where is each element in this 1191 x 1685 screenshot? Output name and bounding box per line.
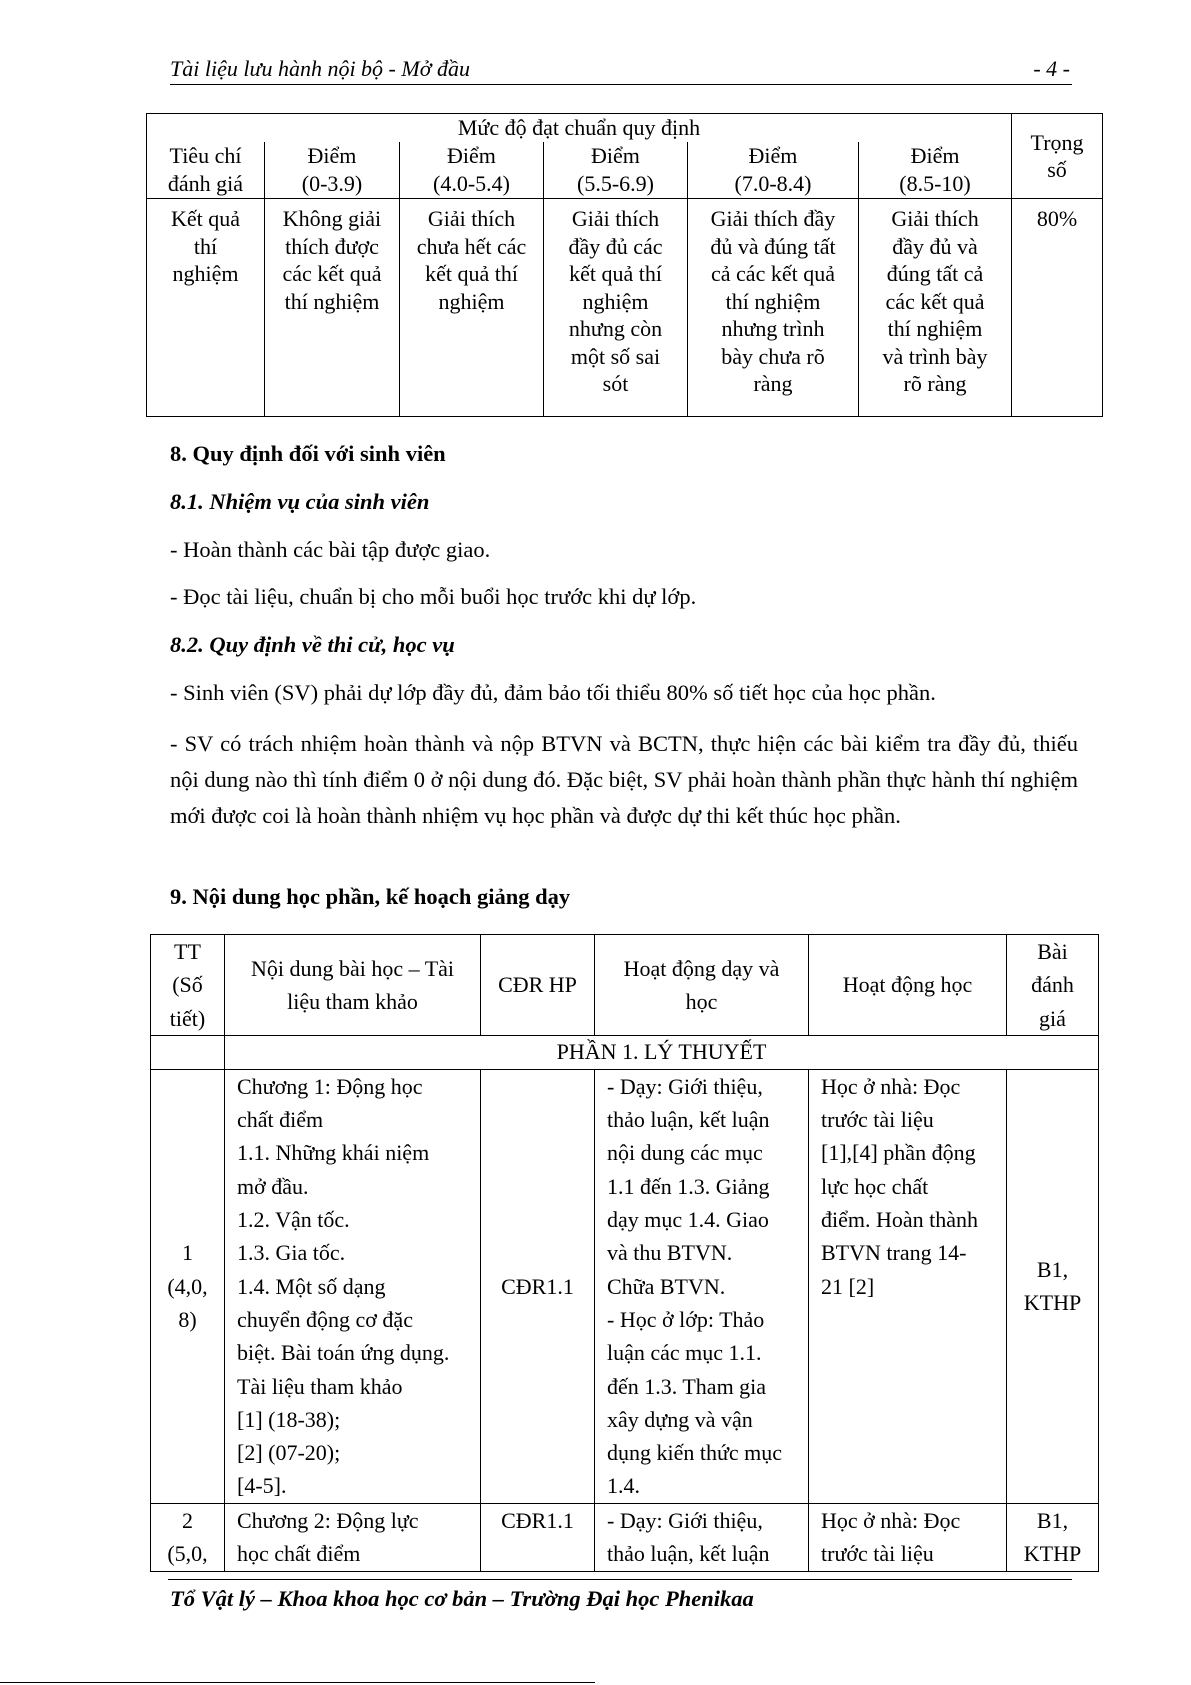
level-desc: Giải thích đầy đủ và đúng tất cả các kết quả thí nghiệm và trình bày rõ ràng xyxy=(859,199,1012,417)
col-header-assessment: Bài đánh giá xyxy=(1007,935,1099,1036)
row-tt: 2 (5,0, xyxy=(151,1503,225,1571)
part-1-heading: PHẦN 1. LÝ THUYẾT xyxy=(225,1035,1099,1069)
part-row-spacer xyxy=(151,1035,225,1069)
row-cdr: CĐR1.1 xyxy=(481,1069,595,1503)
level-header: Điểm (5.5-6.9) xyxy=(544,142,688,199)
bottom-rule xyxy=(0,1682,595,1683)
rubric-group-header: Mức độ đạt chuẩn quy định xyxy=(147,114,1012,142)
level-header: Điểm (7.0-8.4) xyxy=(688,142,859,199)
row-teaching: - Dạy: Giới thiệu, thảo luận, kết luận xyxy=(595,1503,809,1571)
section-8-1-heading: 8.1. Nhiệm vụ của sinh viên xyxy=(170,489,430,514)
col-header-teaching: Hoạt động dạy và học xyxy=(595,935,809,1036)
duty-item: - Hoàn thành các bài tập được giao. xyxy=(170,537,491,562)
row-learning: Học ở nhà: Đọc trước tài liệu [1],[4] phần động lực học chất điểm. Hoàn thành BTVN trang 14- 21 [2] xyxy=(809,1069,1007,1503)
col-header-tt: TT (Số tiết) xyxy=(151,935,225,1036)
row-content: Chương 1: Động học chất điểm 1.1. Những khái niệm mở đầu. 1.2. Vận tốc. 1.3. Gia tốc. 1.4. Một số dạng chuyển động cơ đặc biệt. Bài toán ứng dụng. Tài liệu tham khảo [1] (18-38); [2] (07-20); [4-5]. xyxy=(225,1069,481,1503)
level-header: Điểm (8.5-10) xyxy=(859,142,1012,199)
criterion-cell: Kết quả thí nghiệm xyxy=(147,199,265,417)
page-footer: Tổ Vật lý – Khoa khoa học cơ bản – Trường Đại học Phenikaa xyxy=(170,1586,754,1611)
row-content: Chương 2: Động lực học chất điểm xyxy=(225,1503,481,1571)
rule-item: - Sinh viên (SV) phải dự lớp đầy đủ, đảm bảo tối thiểu 80% số tiết học của học phần. xyxy=(170,680,936,705)
criterion-header: Tiêu chí đánh giá xyxy=(147,142,265,199)
level-header: Điểm (0-3.9) xyxy=(265,142,400,199)
rule-item: - SV có trách nhiệm hoàn thành và nộp BTVN và BCTN, thực hiện các bài kiểm tra đầy đủ, thiếu nội dung nào thì tính điểm 0 ở nội dung đó. Đặc biệt, SV phải hoàn thành phần thực hành thí nghiệm mới được coi là hoàn thành nhiệm vụ học phần và được dự thi kết thúc học phần. xyxy=(170,731,1078,828)
section-8-2-heading: 8.2. Quy định về thi cử, học vụ xyxy=(170,632,455,657)
teaching-plan-table xyxy=(150,934,1099,1572)
level-desc: Giải thích chưa hết các kết quả thí nghiệm xyxy=(400,199,544,417)
level-desc: Giải thích đầy đủ các kết quả thí nghiệm nhưng còn một số sai sót xyxy=(544,199,688,417)
row-teaching: - Dạy: Giới thiệu, thảo luận, kết luận nội dung các mục 1.1 đến 1.3. Giảng dạy mục 1.4. Giao và thu BTVN. Chữa BTVN. - Học ở lớp: Thảo luận các mục 1.1. đến 1.3. Tham gia xây dựng và vận dụng kiến thức mục 1.4. xyxy=(595,1069,809,1503)
section-8-heading: 8. Quy định đối với sinh viên xyxy=(170,441,446,466)
page-header xyxy=(170,54,1072,85)
duty-item: - Đọc tài liệu, chuẩn bị cho mỗi buổi học trước khi dự lớp. xyxy=(170,584,697,609)
section-9-heading: 9. Nội dung học phần, kế hoạch giảng dạy xyxy=(170,884,571,909)
level-desc: Giải thích đầy đủ và đúng tất cả các kết quả thí nghiệm nhưng trình bày chưa rõ ràng xyxy=(688,199,859,417)
col-header-cdr: CĐR HP xyxy=(481,935,595,1036)
row-learning: Học ở nhà: Đọc trước tài liệu xyxy=(809,1503,1007,1571)
table-row xyxy=(151,1069,1099,1503)
weight-header: Trọng số xyxy=(1012,114,1103,199)
row-assessment: B1, KTHP xyxy=(1007,1503,1099,1571)
row-cdr: CĐR1.1 xyxy=(481,1503,595,1571)
col-header-learning: Hoạt động học xyxy=(809,935,1007,1036)
level-desc: Không giải thích được các kết quả thí nghiệm xyxy=(265,199,400,417)
level-header: Điểm (4.0-5.4) xyxy=(400,142,544,199)
weight-cell: 80% xyxy=(1012,199,1103,417)
footer-divider xyxy=(168,1579,1072,1580)
row-assessment: B1, KTHP xyxy=(1007,1069,1099,1503)
rubric-table xyxy=(146,113,1103,417)
table-row xyxy=(151,1503,1099,1571)
page-number: - 4 - xyxy=(1033,56,1070,81)
header-title: Tài liệu lưu hành nội bộ - Mở đầu xyxy=(170,56,470,81)
col-header-content: Nội dung bài học – Tài liệu tham khảo xyxy=(225,935,481,1036)
row-tt: 1 (4,0, 8) xyxy=(151,1069,225,1503)
